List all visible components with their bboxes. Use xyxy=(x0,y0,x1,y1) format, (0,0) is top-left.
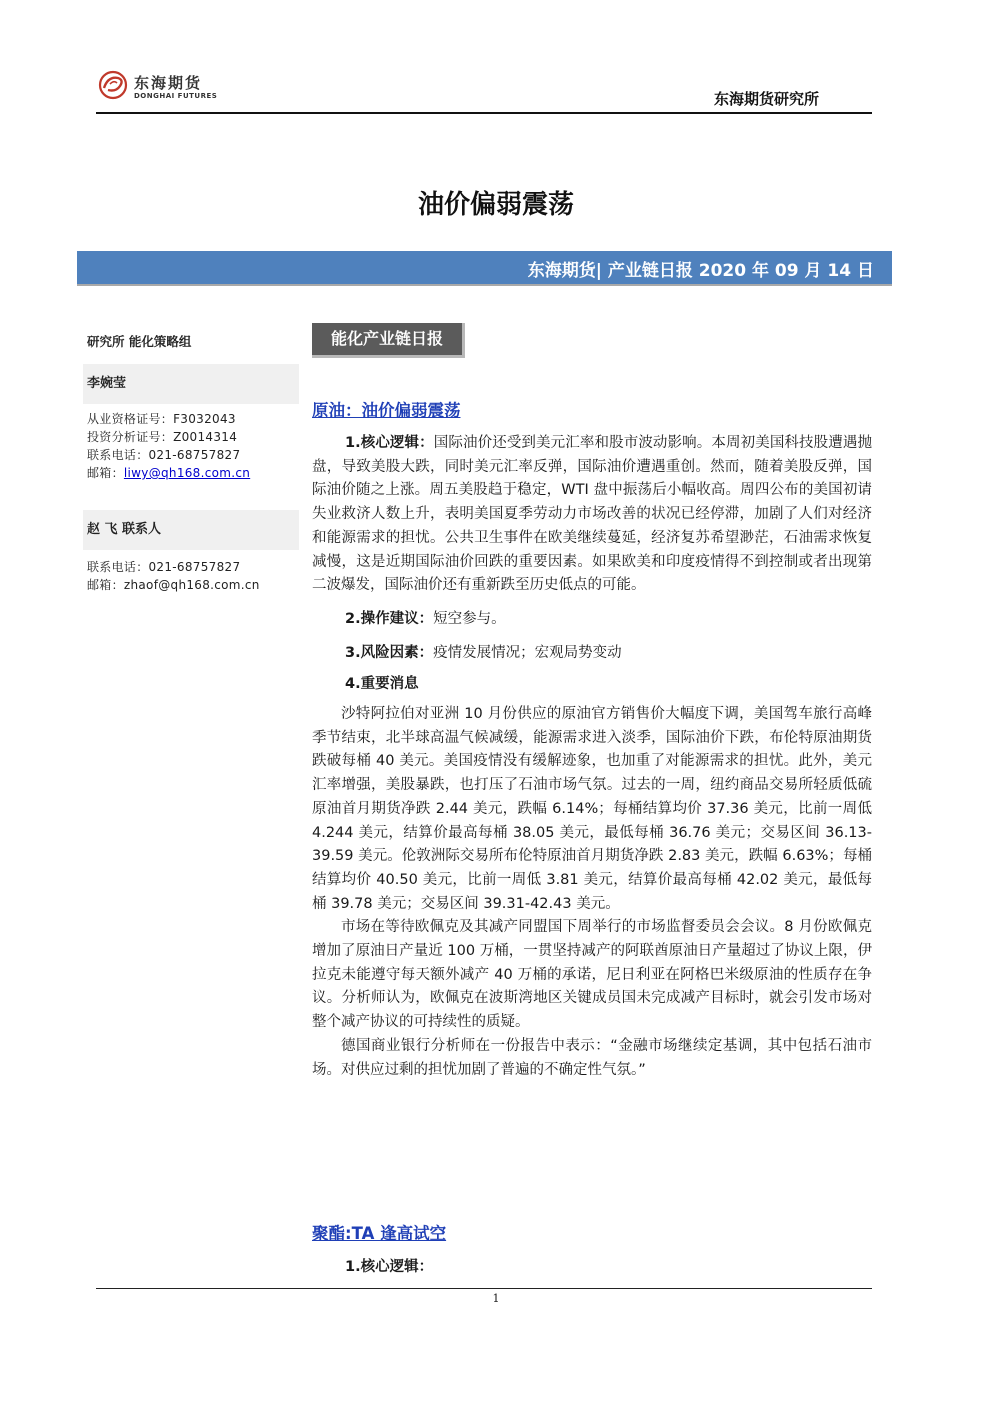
section-tag: 能化产业链日报 xyxy=(312,323,465,358)
risk-text: 疫情发展情况；宏观局势变动 xyxy=(433,644,622,661)
advice-text: 短空参与。 xyxy=(433,610,506,627)
analyst-email-link[interactable]: liwy@qh168.com.cn xyxy=(123,466,251,480)
logo-english-text: DONGHAI FUTURES xyxy=(134,92,218,100)
header-divider xyxy=(96,112,872,114)
crude-oil-heading[interactable]: 原油：油价偏弱震荡 xyxy=(312,401,461,420)
dragon-logo-icon xyxy=(98,70,128,100)
contact-name: 赵 飞 联系人 xyxy=(83,510,299,550)
news-paragraph: 市场在等待欧佩克及其减产同盟国下周举行的市场监督委员会会议。8 月份欧佩克增加了原油日产量近 100 万桶，一贯坚持减产的阿联酋原油日产量超过了协议上限，伊拉克未能遵守每天额外减产 40 万桶的承诺，尼日利亚在阿格巴米级原油的性质存在争议。分析师认为，欧佩克在波斯湾地区关键成员国未完成减产目标时，就会引发市场对整个减产协议的可持续性的质疑。 xyxy=(312,919,872,1031)
risk-row xyxy=(312,642,872,666)
news-heading-row xyxy=(312,673,872,697)
analyst-sidebar xyxy=(87,322,299,594)
core-logic-paragraph xyxy=(312,432,872,598)
company-logo xyxy=(98,66,238,106)
crude-oil-section xyxy=(312,432,872,1082)
institute-name: 东海期货研究所 xyxy=(713,90,819,108)
analyst-email-row xyxy=(87,464,299,482)
advice-row xyxy=(312,608,872,632)
page-number: 1 xyxy=(492,1292,500,1305)
analyst-phone: 联系电话：021-68757827 xyxy=(87,448,241,462)
polyester-logic-row xyxy=(312,1256,872,1280)
polyester-section xyxy=(312,1256,872,1280)
investment-cert: 投资分析证号：Z0014314 xyxy=(87,430,238,444)
risk-label: 3.风险因素： xyxy=(345,644,434,661)
email-label: 邮箱： xyxy=(87,466,124,480)
polyester-heading[interactable]: 聚酯:TA 逢高试空 xyxy=(312,1224,447,1243)
contact-email: 邮箱：zhaof@qh168.com.cn xyxy=(87,578,260,592)
logo-chinese-text: 东海期货 xyxy=(134,74,203,92)
footer-divider xyxy=(96,1288,872,1289)
polyester-logic-label: 1.核心逻辑： xyxy=(345,1259,434,1275)
qualification-cert: 从业资格证号：F3032043 xyxy=(87,412,236,426)
news-paragraph: 德国商业银行分析师在一份报告中表示：“金融市场继续定基调，其中包括石油市场。对供应过剩的担忧加剧了普遍的不确定性气氛。” xyxy=(312,1037,872,1078)
analyst-name: 李婉莹 xyxy=(83,364,299,404)
news-paragraph: 沙特阿拉伯对亚洲 10 月份供应的原油官方销售价大幅度下调，美国驾车旅行高峰季节结束，北半球高温气候减缓，能源需求进入淡季，国际油价下跌，布伦特原油期货跌破每桶 40 美元。美国疫情没有缓解迹象，也加重了对能源需求的担忧。此外，美元汇率增强，美股暴跌，也打压了石油市场气氛。过去的一周，纽约商品交易所轻质低硫原油首月期货净跌 2.44 美元，跌幅 6.14%；每桶结算均价 37.36 美元，比前一周低 4.244 美元，结算价最高每桶 38.05 美元，最低每桶 36.76 美元；交易区间 36.13-39.59 美元。伦敦洲际交易所布伦特原油首月期货净跌 2.83 美元，跌幅 6.63%；每桶结算均价 40.50 美元，比前一周低 3.81 美元，结算价最高每桶 42.02 美元，最低每桶 39.78 美元；交易区间 39.31-42.43 美元。 xyxy=(312,706,872,912)
contact-phone: 联系电话：021-68757827 xyxy=(87,560,241,574)
document-title: 油价偏弱震荡 xyxy=(417,190,574,220)
core-logic-text: 国际油价还受到美元汇率和股市波动影响。本周初美国科技股遭遇抛盘，导致美股大跌，同时美元汇率反弹，国际油价遭遇重创。然而，随着美股反弹，国际油价随之上涨。周五美股趋于稳定，WTI 盘中振荡后小幅收高。周四公布的美国初请失业救济人数上升，表明美国夏季劳动力市场改善的状况已经停滞，加剧了人们对经济和能源需求的担忧。公共卫生事件在欧美继续蔓延，经济复苏希望渺茫，石油需求恢复减慢，这是近期国际油价回跌的重要因素。如果欧美和印度疫情得不到控制或者出现第二波爆发，国际油价还有重新跌至历史低点的可能。 xyxy=(312,435,872,594)
core-logic-label: 1.核心逻辑： xyxy=(345,435,434,451)
report-banner xyxy=(77,251,892,286)
department-label: 研究所 能化策略组 xyxy=(87,334,192,349)
news-label: 4.重要消息 xyxy=(345,676,419,693)
advice-label: 2.操作建议： xyxy=(345,610,434,627)
banner-date-text: 东海期货| 产业链日报 2020 年 09 月 14 日 xyxy=(527,261,874,281)
